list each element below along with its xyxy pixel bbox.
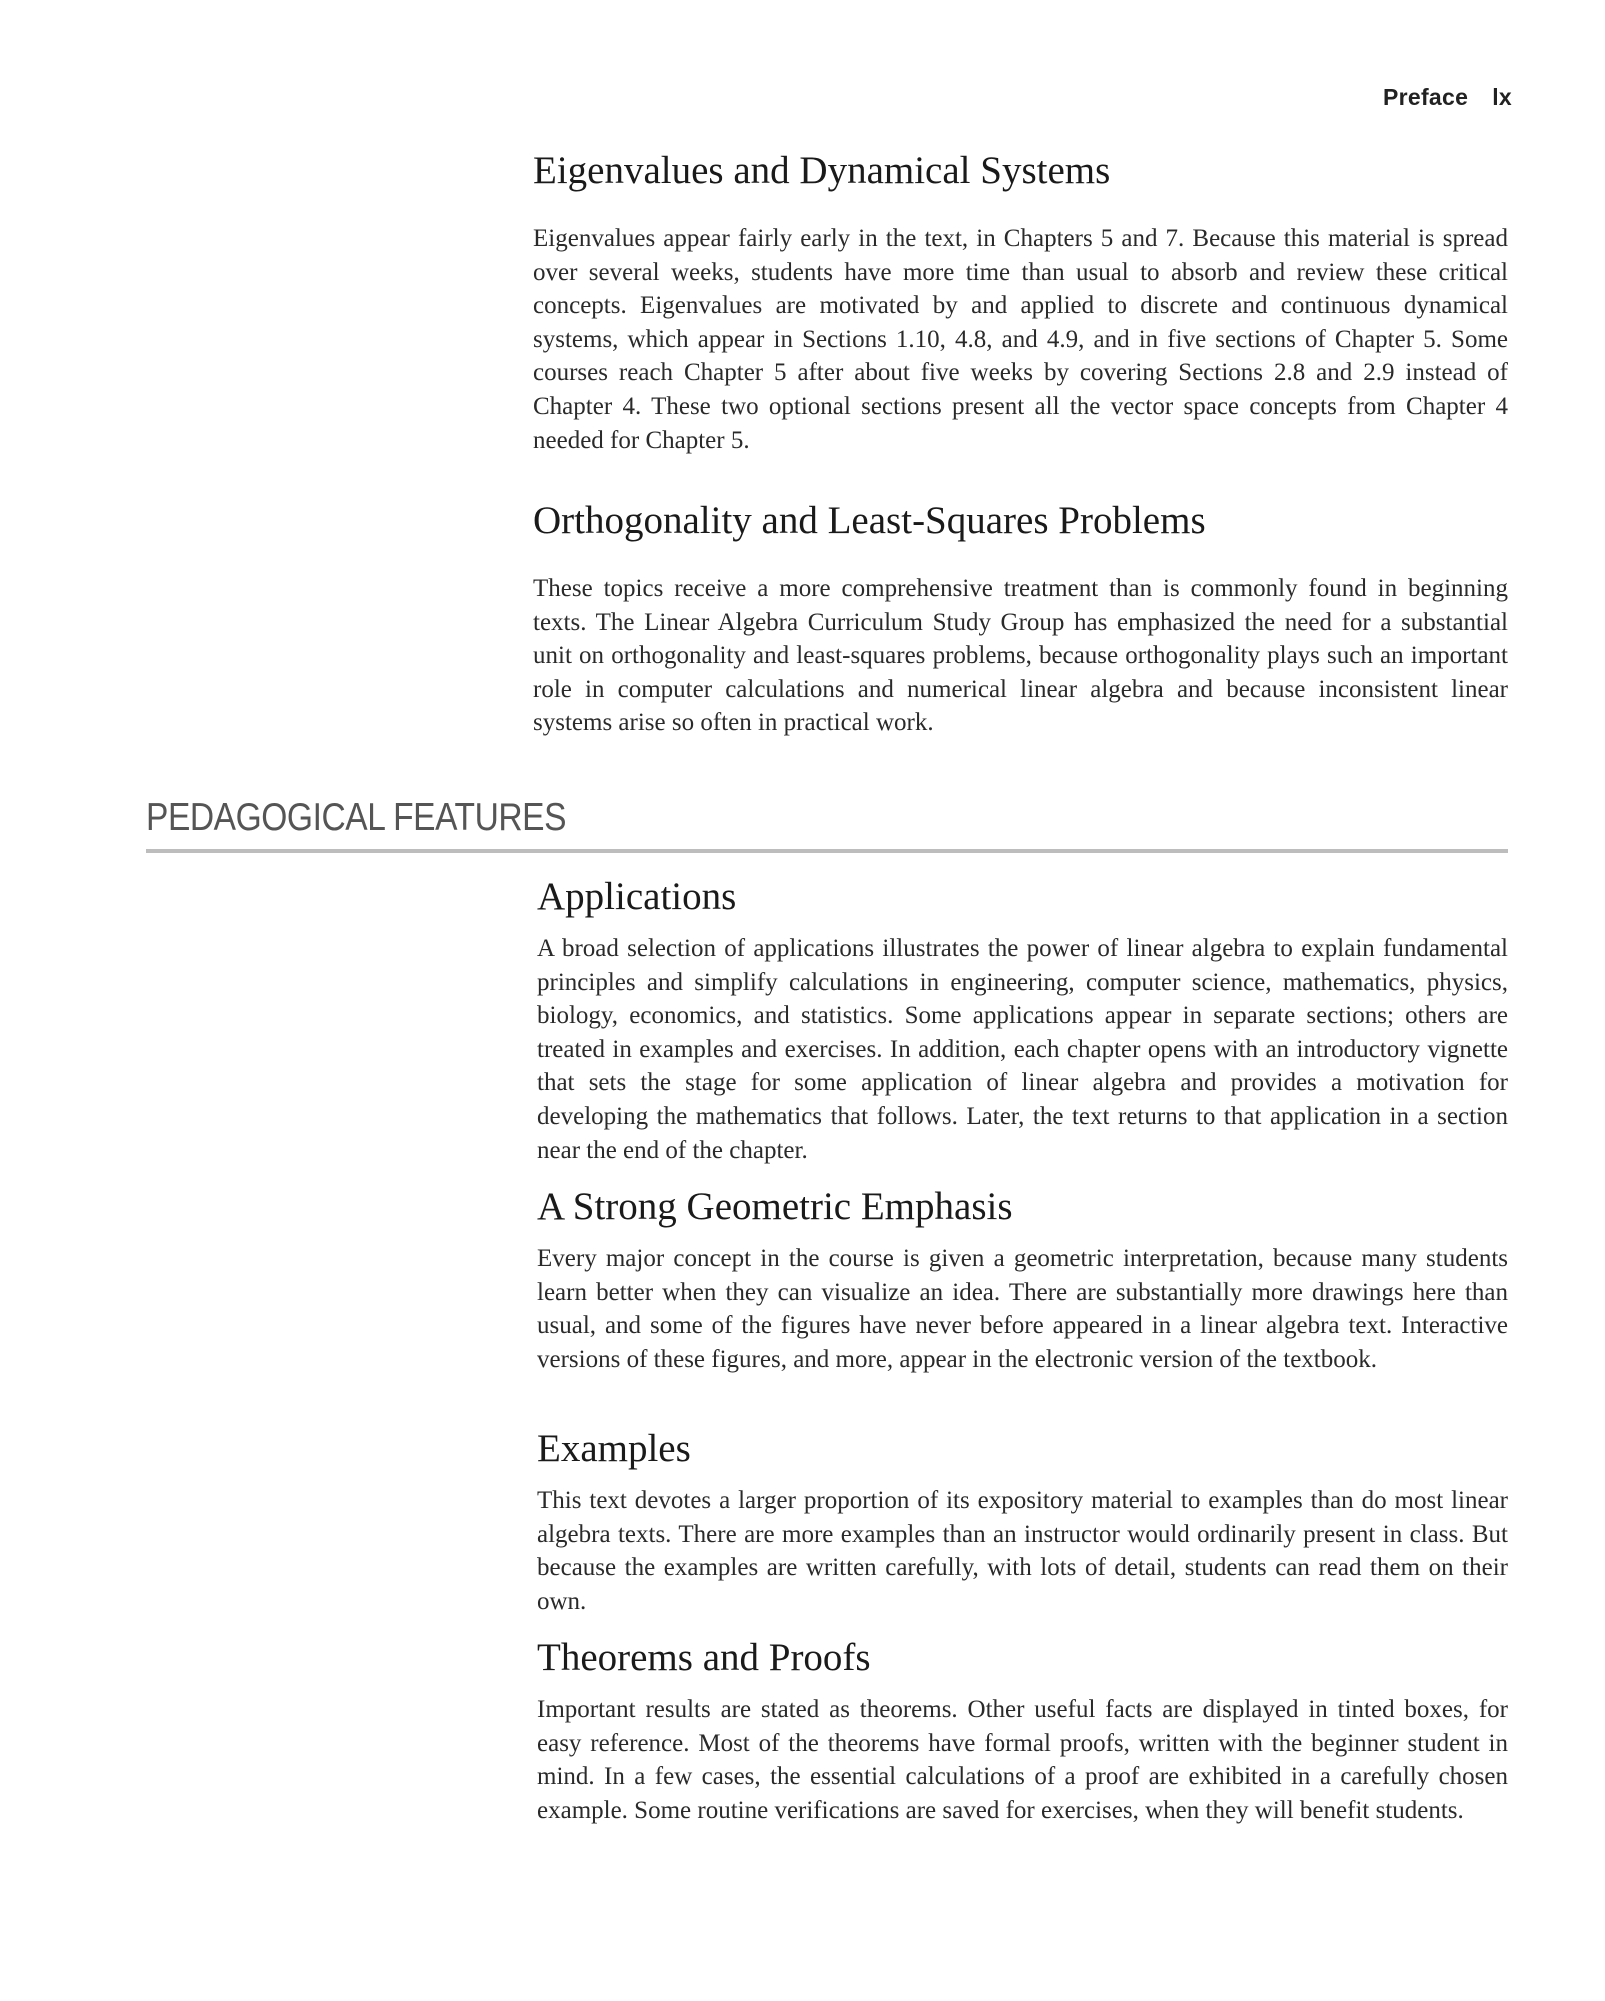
running-head <box>1383 84 1512 111</box>
feature-heading: Applications <box>537 875 737 918</box>
feature-body: Every major concept in the course is given a geometric interpretation, because many students learn better when they can visualize an idea. There are substantially more drawings here than usual, and some of the figures have never before appeared in a linear algebra text. Interactive versions of these figures, and more, appear in the electronic version of the textbook. <box>537 1245 1508 1373</box>
feature-body: A broad selection of applications illustrates the power of linear algebra to explain fundamental principles and simplify calculations in engineering, computer science, mathematics, physics, biology, economics, and statistics. Some applications appear in separate sections; others are treated in examples and exercises. In addition, each chapter opens with an introductory vignette that sets the stage for some application of linear algebra and provides a motivation for developing the mathematics that follows. Later, the text returns to that application in a section near the end of the chapter. <box>537 935 1508 1164</box>
section-eigenvalues <box>533 148 1508 457</box>
feature-theorems-proofs <box>537 1635 1508 1827</box>
section-heading: Eigenvalues and Dynamical Systems <box>533 149 1111 192</box>
section-orthogonality <box>533 498 1508 740</box>
feature-applications <box>537 874 1508 1167</box>
feature-examples <box>537 1426 1508 1618</box>
section-divider <box>146 849 1508 853</box>
feature-heading: Examples <box>537 1427 691 1470</box>
section-body: These topics receive a more comprehensive treatment than is commonly found in beginning texts. The Linear Algebra Curriculum Study Group has emphasized the need for a substantial unit on orthogonality and least-squares problems, because orthogonality plays such an important role in computer calculations and numerical linear algebra and because inconsistent linear systems arise so often in practical work. <box>533 575 1508 737</box>
section-heading: Orthogonality and Least-Squares Problems <box>533 499 1206 542</box>
feature-body: This text devotes a larger proportion of its expository material to examples than do most linear algebra texts. There are more examples than an instructor would ordinarily present in class. But because the examples are written carefully, with lots of detail, students can read them on their own. <box>537 1487 1508 1615</box>
feature-geometric-emphasis <box>537 1184 1508 1376</box>
feature-body: Important results are stated as theorems. Other useful facts are displayed in tinted boxes, for easy reference. Most of the theorems have formal proofs, written with the beginner student in mind. In a few cases, the essential calculations of a proof are exhibited in a carefully chosen example. Some routine verifications are saved for exercises, when they will benefit students. <box>537 1696 1508 1824</box>
feature-heading: Theorems and Proofs <box>537 1636 871 1679</box>
running-head-title: Preface <box>1382 84 1469 110</box>
feature-heading: A Strong Geometric Emphasis <box>537 1185 1013 1228</box>
section-body: Eigenvalues appear fairly early in the text, in Chapters 5 and 7. Because this material is spread over several weeks, students have more time than usual to absorb and review these critical concepts. Eigenvalues are motivated by and applied to discrete and continuous dynamical systems, which appear in Sections 1.10, 4.8, and 4.9, and in five sections of Chapter 5. Some courses reach Chapter 5 after about five weeks by covering Sections 2.8 and 2.9 instead of Chapter 4. These two optional sections present all the vector space concepts from Chapter 4 needed for Chapter 5. <box>533 225 1508 454</box>
pedagogical-features-title: PEDAGOGICAL FEATURES <box>146 796 567 839</box>
page-number: lx <box>1492 84 1512 110</box>
